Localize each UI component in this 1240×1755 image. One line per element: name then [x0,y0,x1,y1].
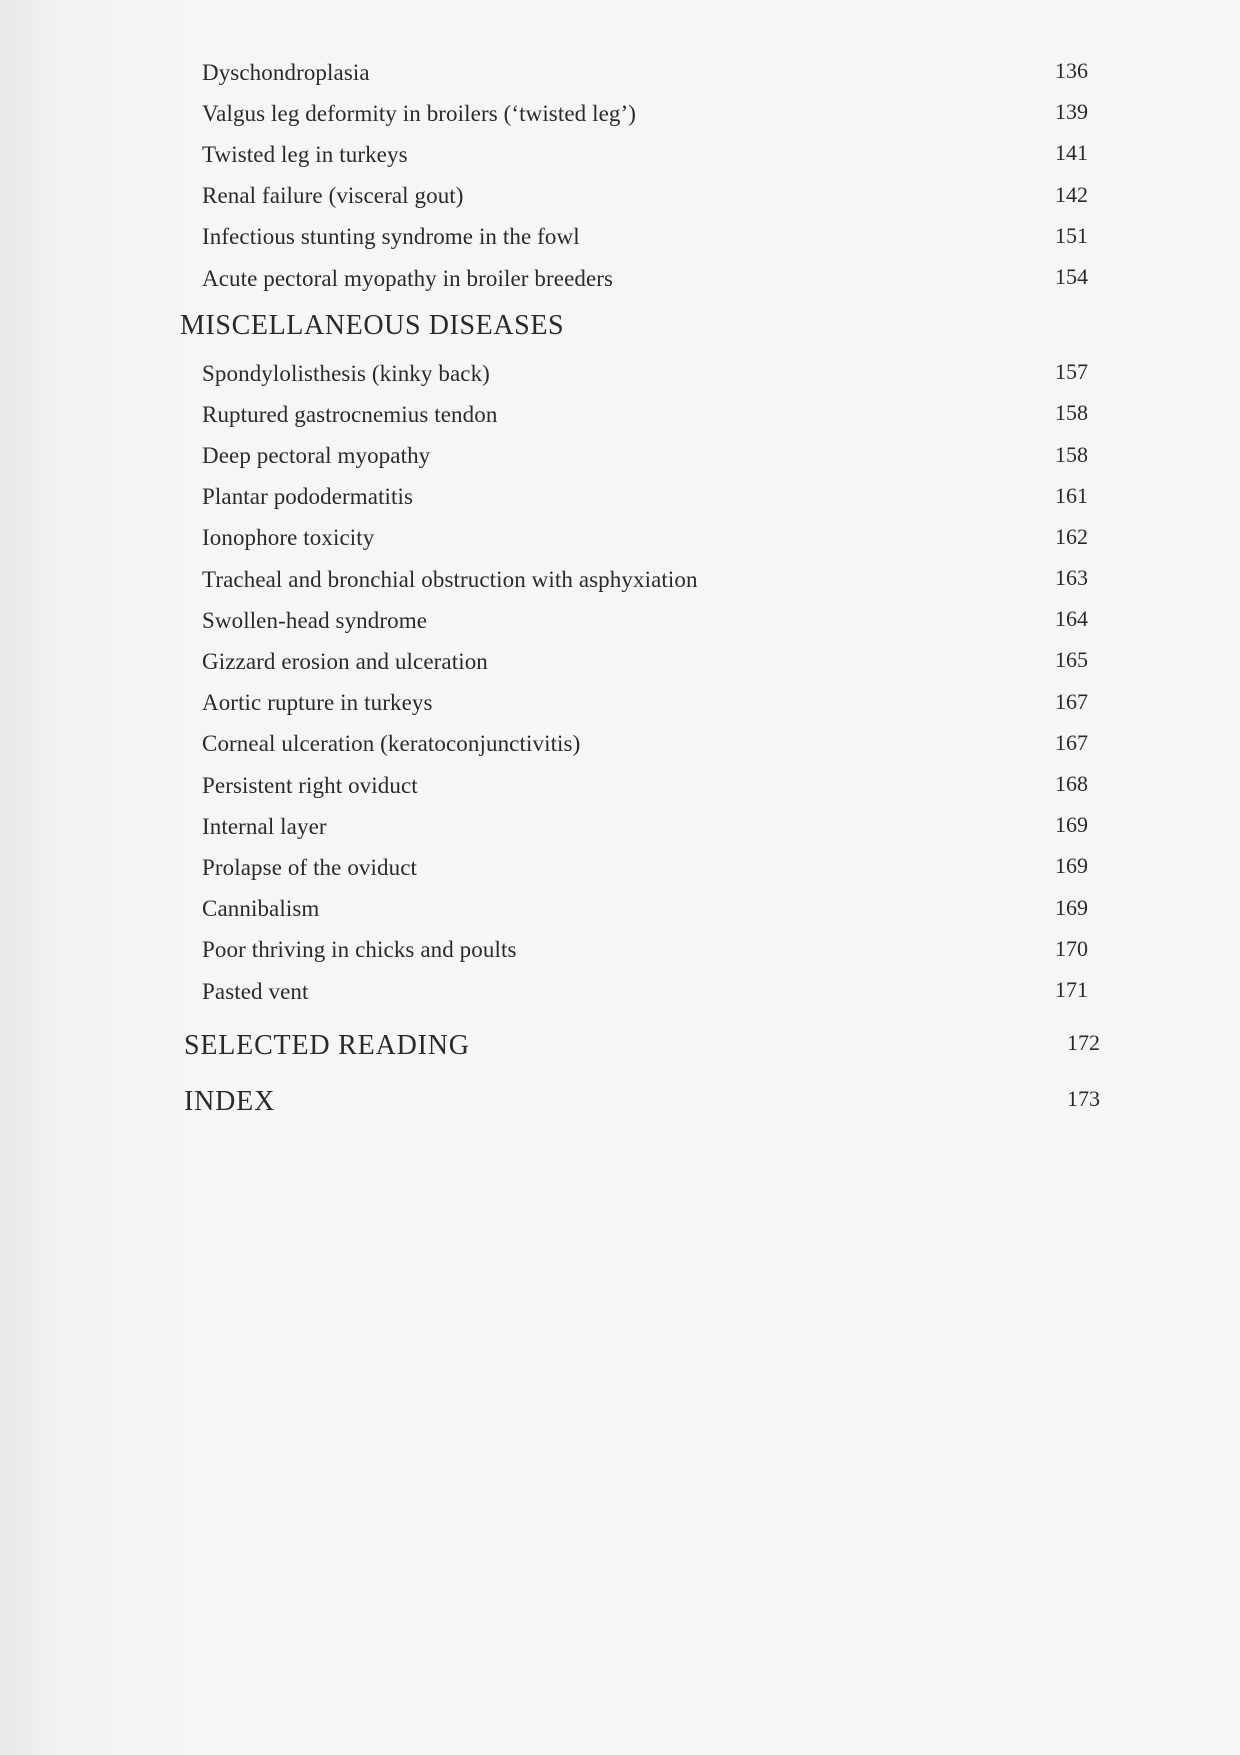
toc-entry [180,258,1100,299]
toc-entry [180,52,1100,93]
toc-entry [180,641,1100,682]
toc-entry-page: 158 [1055,400,1088,426]
toc-entry [180,847,1100,888]
toc-entry [180,930,1100,971]
toc-entry-page: 157 [1055,359,1088,385]
toc-entry-page: 151 [1055,222,1088,248]
table-of-contents [180,52,1100,1130]
toc-entry [180,176,1100,217]
toc-entry-title: Persistent right oviduct [202,772,418,798]
toc-entry [180,436,1100,477]
toc-entry-title: Deep pectoral myopathy [202,443,431,469]
toc-entry-title: Tracheal and bronchial obstruction with asphyxiation [202,566,698,592]
toc-major-entry-page: 173 [1067,1086,1100,1112]
toc-entry-page: 170 [1055,935,1088,961]
toc-entry [180,559,1100,600]
toc-entry-page: 167 [1055,688,1088,714]
toc-entry [180,765,1100,806]
toc-entry-page: 158 [1055,441,1088,467]
toc-entry-title: Infectious stunting syndrome in the fowl [202,224,580,250]
toc-entry-title: Twisted leg in turkeys [202,141,408,167]
toc-entry-title: Swollen-head syndrome [202,607,428,633]
toc-entry-page: 154 [1055,263,1088,289]
toc-entry-title: Spondylolisthesis (kinky back) [202,360,490,386]
toc-entry [180,724,1100,765]
toc-entry [180,477,1100,518]
toc-entry [180,217,1100,258]
toc-entry-title: Internal layer [202,813,327,839]
toc-entry [180,394,1100,435]
toc-entry-title: Aortic rupture in turkeys [202,690,433,716]
toc-entry-page: 139 [1055,99,1088,125]
toc-entry [180,518,1100,559]
toc-entry-page: 169 [1055,853,1088,879]
toc-entry-title: Prolapse of the oviduct [202,854,418,880]
toc-entry-title: Acute pectoral myopathy in broiler breeders [202,265,614,291]
toc-entry [180,971,1100,1012]
toc-entry-page: 136 [1055,58,1088,83]
toc-entry-page: 164 [1055,606,1088,632]
toc-major-entry-title: INDEX [184,1086,276,1118]
toc-section [180,299,1100,1012]
toc-entry-page: 169 [1055,812,1088,838]
toc-entry [180,353,1100,394]
toc-entry-page: 171 [1055,976,1088,1002]
toc-section-heading-row [180,299,1100,353]
toc-entry [180,600,1100,641]
toc-entry [180,806,1100,847]
toc-entry-page: 169 [1055,894,1088,920]
toc-entry-title: Renal failure (visceral gout) [202,183,464,209]
toc-entry [180,683,1100,724]
toc-entry-title: Dyschondroplasia [202,59,370,85]
toc-entry [180,889,1100,930]
toc-entry-page: 142 [1055,181,1088,207]
toc-entry-title: Cannibalism [202,896,320,922]
toc-entry-title: Poor thriving in chicks and poults [202,937,517,963]
toc-entry-page: 141 [1055,140,1088,166]
toc-entry-title: Corneal ulceration (keratoconjunctivitis) [202,731,581,757]
toc-entry-title: Ruptured gastrocnemius tendon [202,401,498,427]
toc-major-entry-page: 172 [1067,1030,1100,1056]
toc-entry-title: Gizzard erosion and ulceration [202,649,488,675]
toc-entry-title: Plantar pododermatitis [202,484,414,510]
toc-entry-page: 161 [1055,482,1088,508]
toc-entry-page: 167 [1055,729,1088,755]
toc-entry-title: Ionophore toxicity [202,525,375,551]
toc-major-entry [180,1018,1100,1074]
toc-section [180,52,1100,299]
toc-entry-page: 162 [1055,523,1088,549]
toc-entry-page: 168 [1055,771,1088,796]
toc-entry [180,93,1100,134]
toc-entry-page: 163 [1055,565,1088,591]
toc-entry-page: 165 [1055,647,1088,673]
toc-major-entry [180,1074,1100,1130]
toc-entry-title: Pasted vent [202,978,309,1004]
toc-section-heading: MISCELLANEOUS DISEASES [180,310,565,342]
toc-entry [180,134,1100,175]
toc-major-entry-title: SELECTED READING [184,1030,470,1062]
toc-entry-title: Valgus leg deformity in broilers (‘twisted leg’) [202,100,637,126]
